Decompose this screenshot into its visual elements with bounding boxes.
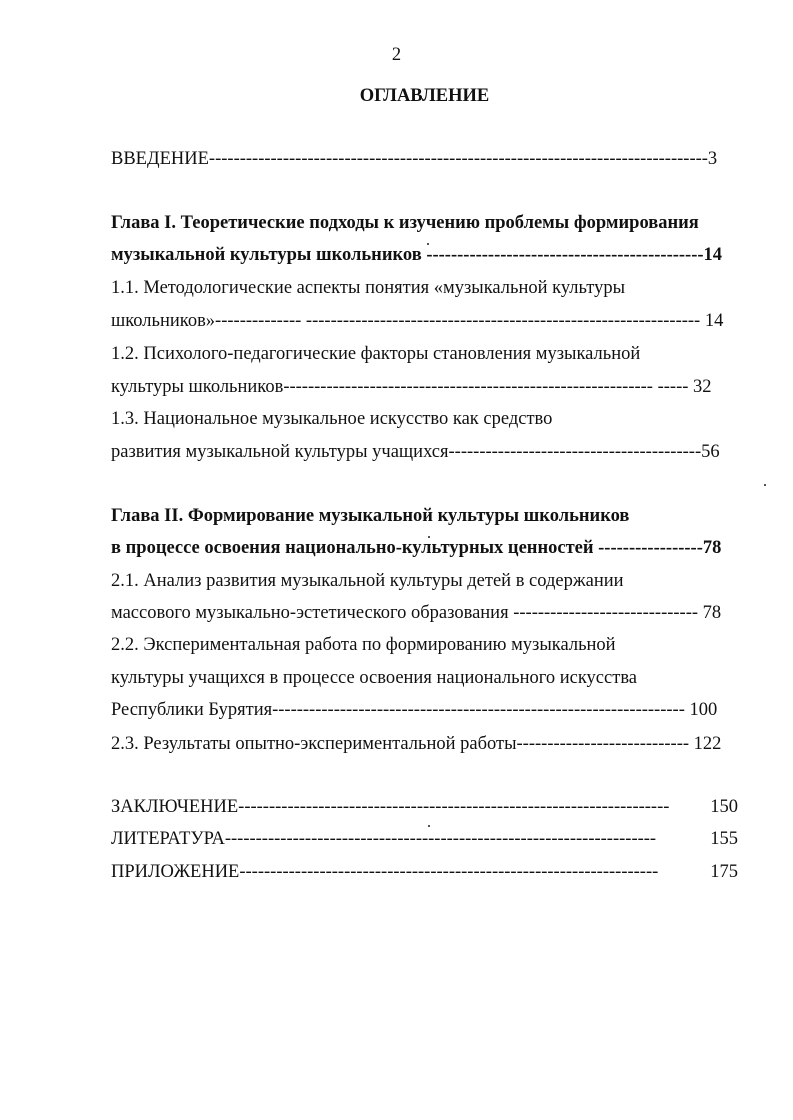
chapter-2-heading-line-1: Глава II. Формирование музыкальной культуры школьников: [111, 506, 630, 526]
section-2-2-line-3: Республики Бурятия------------------------------------------------------------------- 100: [111, 700, 718, 720]
section-2-1-line-2: массового музыкально-эстетического образования ------------------------------ 78: [111, 603, 722, 623]
section-2-2-line-1: 2.2. Экспериментальная работа по формированию музыкальной: [111, 635, 616, 655]
page-number: 2: [391, 45, 402, 65]
section-1-2-line-2: культуры школьников------------------------------------------------------------ ----- 32: [111, 377, 712, 397]
toc-appendix-label: ПРИЛОЖЕНИЕ--------------------------------------------------------------------: [111, 862, 659, 882]
scan-speck: [428, 536, 430, 538]
section-1-2-line-1: 1.2. Психолого-педагогические факторы становления музыкальной: [111, 344, 641, 364]
scan-speck: [428, 825, 430, 827]
scan-speck: [427, 243, 429, 245]
toc-conclusion-label: ЗАКЛЮЧЕНИЕ----------------------------------------------------------------------: [111, 797, 670, 817]
chapter-1-heading-line-1: Глава I. Теоретические подходы к изучению проблемы формирования: [111, 213, 699, 233]
toc-literature-page: 155: [710, 829, 738, 849]
chapter-2-heading-line-2: в процессе освоения национально-культурных ценностей -----------------78: [111, 538, 722, 558]
section-1-3-line-2: развития музыкальной культуры учащихся-----------------------------------------56: [111, 442, 720, 462]
toc-literature-label: ЛИТЕРАТУРА----------------------------------------------------------------------: [111, 829, 657, 849]
section-1-1-line-2: школьников»-------------- ---------------------------------------------------------------- 14: [111, 311, 724, 331]
toc-appendix-page: 175: [710, 862, 738, 882]
chapter-1-heading-line-2: музыкальной культуры школьников ---------------------------------------------14: [111, 245, 723, 265]
section-1-1-line-1: 1.1. Методологические аспекты понятия «музыкальной культуры: [111, 278, 626, 298]
section-2-1-line-1: 2.1. Анализ развития музыкальной культуры детей в содержании: [111, 571, 624, 591]
section-2-3-line-1: 2.3. Результаты опытно-экспериментальной работы---------------------------- 122: [111, 734, 722, 754]
section-1-3-line-1: 1.3. Национальное музыкальное искусство как средство: [111, 409, 553, 429]
toc-introduction: ВВЕДЕНИЕ---------------------------------------------------------------------------------3: [111, 149, 718, 169]
page-title: ОГЛАВЛЕНИЕ: [359, 86, 490, 106]
scan-speck: [764, 484, 766, 486]
toc-conclusion-page: 150: [710, 797, 738, 817]
section-2-2-line-2: культуры учащихся в процессе освоения национального искусства: [111, 668, 638, 688]
